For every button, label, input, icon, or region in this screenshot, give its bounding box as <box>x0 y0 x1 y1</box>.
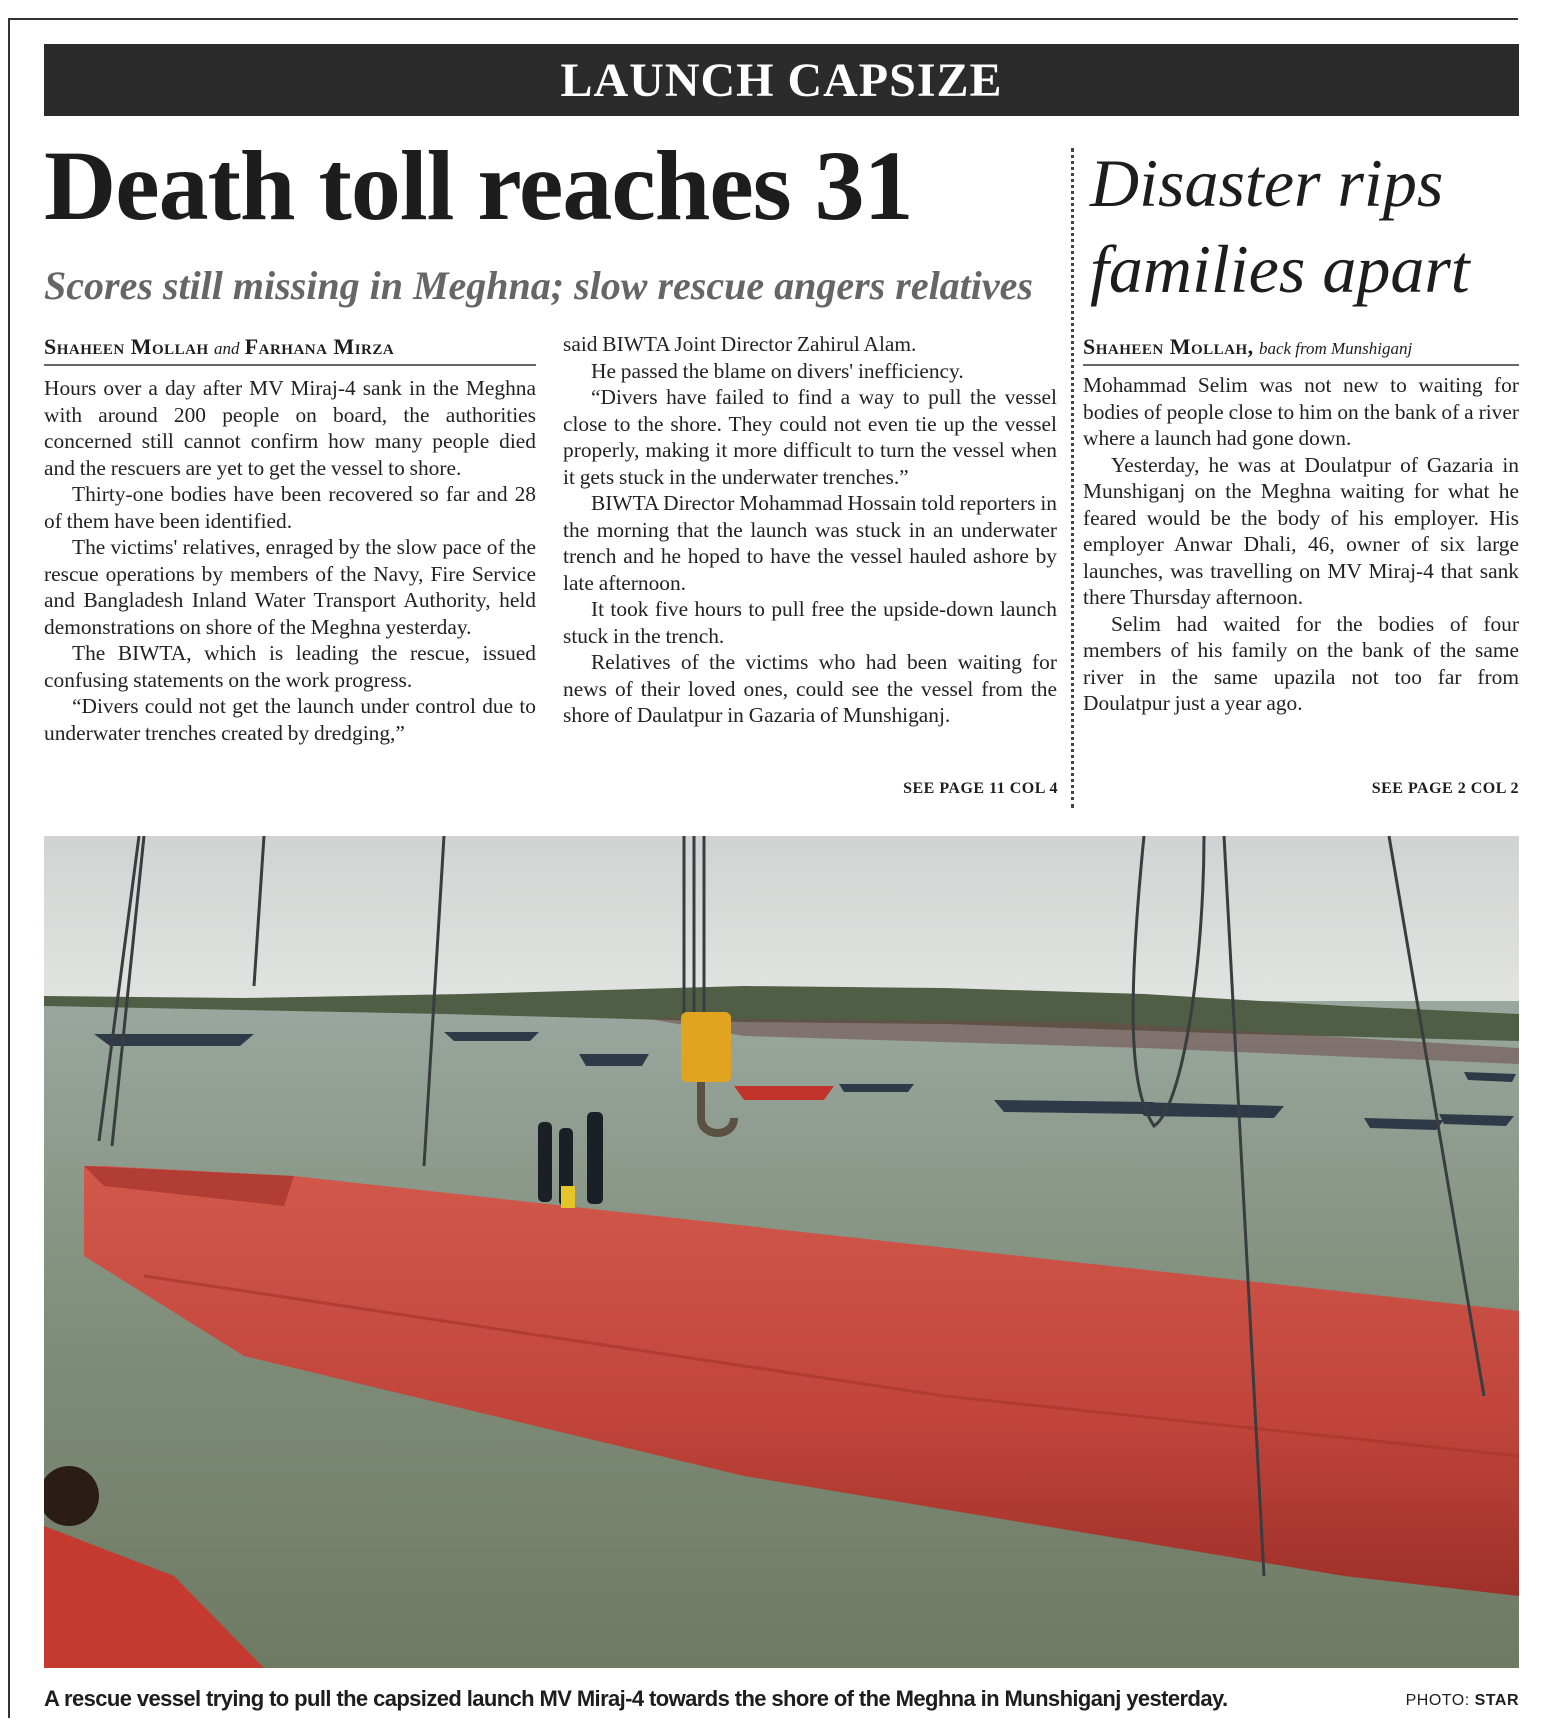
photo-credit-label: PHOTO: <box>1405 1692 1470 1709</box>
main-subhead: Scores still missing in Meghna; slow rescue angers relatives <box>44 263 1033 308</box>
byline-author-2: Farhana Mirza <box>244 334 395 359</box>
body-paragraph: “Divers could not get the launch under control due to underwater trenches created by dredging,” <box>44 694 536 745</box>
red-boat <box>734 1086 834 1100</box>
news-photo <box>44 836 1519 1668</box>
sky <box>44 836 1519 1006</box>
photo-caption: A rescue vessel trying to pull the capsized launch MV Miraj-4 towards the shore of the Meghna in Munshiganj yesterday. <box>44 1686 1228 1711</box>
body-paragraph: Thirty-one bodies have been recovered so far and 28 of them have been identified. <box>44 482 536 533</box>
main-byline <box>44 334 536 366</box>
side-story-column <box>1083 372 1519 717</box>
body-paragraph: Relatives of the victims who had been waiting for news of their loved ones, could see the vessel from the shore of Daulatpur in Gazaria of Munshiganj. <box>563 650 1057 727</box>
air-tank <box>561 1186 575 1208</box>
body-paragraph: Yesterday, he was at Doulatpur of Gazaria in Munshiganj on the Meghna waiting for what he feared would be the body of his employer. His employer Anwar Dhali, 46, owner of six large launches, was travelling on MV Miraj-4 that sank there Thursday afternoon. <box>1083 452 1519 609</box>
side-byline-note: back from Munshiganj <box>1258 339 1413 358</box>
main-headline: Death toll reaches 31 <box>44 130 913 241</box>
section-kicker: LAUNCH CAPSIZE <box>44 44 1519 116</box>
side-byline <box>1083 334 1519 366</box>
byline-author-1: Shaheen Mollah <box>44 334 209 359</box>
side-headline-line-2: families apart <box>1090 231 1470 307</box>
body-paragraph: BIWTA Director Mohammad Hossain told reporters in the morning that the launch was stuck in an underwater trench and he hoped to have the vessel hauled ashore by late afternoon. <box>563 491 1057 595</box>
page-frame-top <box>8 18 1518 20</box>
capsized-launch-photo <box>44 836 1519 1668</box>
byline-joiner: and <box>213 339 240 358</box>
body-paragraph: said BIWTA Joint Director Zahirul Alam. <box>563 332 917 356</box>
body-paragraph: “Divers have failed to find a way to pull the vessel close to the shore. They could not even tie up the vessel properly, making it more difficult to turn the vessel when it gets stuck in the underwater trenches.” <box>563 385 1057 489</box>
body-paragraph: The victims' relatives, enraged by the slow pace of the rescue operations by members of the Navy, Fire Service and Bangladesh Inland Water Transport Authority, held demonstrations on shore of the Meghna yesterday. <box>44 535 536 639</box>
main-jump-line[interactable]: SEE PAGE 11 COL 4 <box>903 780 1058 797</box>
side-headline-line-1: Disaster rips <box>1090 145 1444 221</box>
column-divider <box>1071 148 1074 808</box>
body-paragraph: Hours over a day after MV Miraj-4 sank in the Meghna with around 200 people on board, the authorities concerned still cannot confirm how many people died and the rescuers are yet to get the vessel to shore. <box>44 376 536 480</box>
body-paragraph: It took five hours to pull free the upside-down launch stuck in the trench. <box>563 597 1057 648</box>
main-story-column-2 <box>563 331 1057 729</box>
body-paragraph: Selim had waited for the bodies of four members of his family on the bank of the same river in the same upazila not too far from Doulatpur just a year ago. <box>1083 611 1519 715</box>
body-paragraph: He passed the blame on divers' inefficiency. <box>591 358 964 383</box>
main-story-column-1 <box>44 375 536 746</box>
photo-credit <box>1406 1692 1519 1710</box>
side-jump-line[interactable]: SEE PAGE 2 COL 2 <box>1371 780 1519 797</box>
side-headline <box>1090 140 1520 312</box>
body-paragraph: The BIWTA, which is leading the rescue, issued confusing statements on the work progress. <box>44 641 536 692</box>
photo-credit-source: STAR <box>1474 1692 1519 1709</box>
side-byline-author: Shaheen Mollah, <box>1083 334 1254 359</box>
body-paragraph: Mohammad Selim was not new to waiting for bodies of people close to him on the bank of a river where a launch had gone down. <box>1083 373 1519 450</box>
crane-hook-block <box>681 1012 731 1082</box>
page-frame-left <box>8 18 10 1718</box>
